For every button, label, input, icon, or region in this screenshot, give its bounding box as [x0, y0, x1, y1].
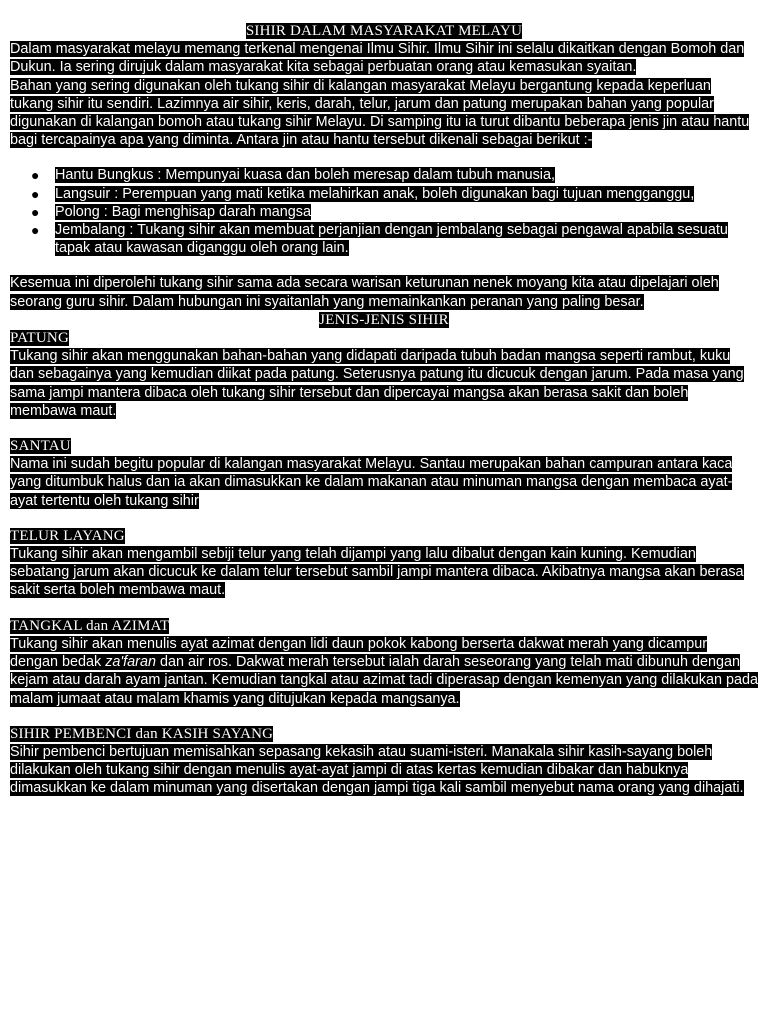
section-heading-telur-line	[10, 527, 758, 545]
section-heading-pembenci	[10, 726, 273, 742]
section-heading-pembenci-line	[10, 725, 758, 743]
intro-text-2: Bahan yang sering digunakan oleh tukang sihir di kalangan masyarakat Melayu bergantung kepada keperluan tukang sihir itu sendiri. Lazimnya air sihir, keris, darah, telur, jarum dan patung merupakan bahan yang popular digunakan di kalangan bomoh atau tukang sihir Melayu. Di samping itu ia turut dibantu beberapa jenis jin atau hantu bagi tercapainya apa yang diminta. Antara jin atau hantu tersebut dikenali sebagai berikut :-	[10, 77, 750, 149]
spirit-text: Polong : Bagi menghisap darah mangsa	[55, 203, 312, 220]
intro-paragraph-2	[10, 77, 758, 150]
text-run: Tukang sihir akan menulis ayat azimat dengan lidi daun pokok kabong berserta dakwat merah yang dicampur dengan bedak	[10, 635, 708, 671]
summary-paragraph	[10, 274, 758, 310]
section-gap	[10, 510, 758, 527]
section-text-pembenci: Sihir pembenci bertujuan memisahkan sepasang kekasih atau suami-isteri. Manakala sihir kasih-sayang boleh dilakukan oleh tukang sihir dengan menulis ayat-ayat jampi di atas kertas kemudian dibakar dan habuknya dimasukkan ke dalam minuman yang disertakan dengan jampi tiga kali sambil menyebut nama orang yang dihajati.	[10, 743, 744, 797]
document-title-line	[10, 22, 758, 40]
section-heading-patung-line	[10, 329, 758, 347]
bullet-icon: ●	[31, 167, 40, 184]
section-text-santau: Nama ini sudah begitu popular di kalangan masyarakat Melayu. Santau merupakan bahan campuran antara kaca yang ditumbuk halus dan ia akan dimasukkan ke dalam makanan atau minuman mangsa dengan membaca ayat-ayat tertentu oleh tukang sihir	[10, 456, 733, 509]
bullet-icon: ●	[31, 222, 40, 239]
section-gap	[10, 708, 758, 725]
section-body-pembenci	[10, 743, 758, 798]
section-body-telur	[10, 545, 758, 600]
list-item	[31, 221, 758, 257]
spirit-text: Jembalang : Tukang sihir akan membuat perjanjian dengan jembalang sebagai pengawal apabila sesuatu tapak atau kawasan diganggu oleh orang lain.	[55, 222, 728, 257]
list-item	[31, 203, 758, 221]
spirit-text: Langsuir : Perempuan yang mati ketika melahirkan anak, boleh digunakan bagi tujuan mengganggu,	[55, 185, 695, 202]
intro-paragraph-1	[10, 40, 758, 76]
bullet-icon: ●	[31, 185, 40, 202]
section-text-telur: Tukang sihir akan mengambil sebiji telur yang telah dijampi yang lalu dibalut dengan kain kuning. Kemudian sebatang jarum akan dicucuk ke dalam telur tersebut sambil jampi mantera dibaca. Akibatnya mangsa akan berasa sakit serta boleh membawa maut.	[10, 546, 744, 599]
section-gap	[10, 600, 758, 617]
document-title: SIHIR DALAM MASYARAKAT MELAYU	[245, 23, 523, 39]
heading-conjunction: dan	[86, 617, 109, 634]
italic-term: za'faran	[105, 654, 156, 671]
spirit-text: Hantu Bungkus : Mempunyai kuasa dan boleh meresap dalam tubuh manusia,	[55, 167, 555, 184]
list-item	[31, 185, 758, 203]
intro-text-1: Dalam masyarakat melayu memang terkenal mengenai Ilmu Sihir. Ilmu Sihir ini selalu dikaitkan dengan Bomoh dan Dukun. Ia sering dirujuk dalam masyarakat kita sebagai perbuatan orang atau kemasukan syaitan.	[10, 41, 745, 76]
document-page	[10, 22, 758, 798]
section-text-patung: Tukang sihir akan menggunakan bahan-bahan yang didapati daripada tubuh badan mangsa seperti rambut, kuku dan sebagainya yang kemudian diikat pada patung. Seterusnya patung itu dicucuk dengan jarum. Pada masa yang sama jampi mantera dibaca oleh tukang sihir tersebut dan dipercayai mangsa akan berasa sakit dan boleh membawa maut.	[10, 348, 744, 419]
summary-text: Kesemua ini diperolehi tukang sihir sama ada secara warisan keturunan nenek moyang kita atau dipelajari oleh seorang guru sihir. Dalam hubungan ini syaitanlah yang memainkankan peranan yang paling besar.	[10, 275, 719, 310]
section-heading-tangkal	[10, 618, 169, 634]
list-item	[31, 166, 758, 184]
heading-part: SIHIR PEMBENCI	[10, 725, 132, 742]
spirit-list	[10, 166, 758, 257]
heading-part: AZIMAT	[111, 617, 170, 634]
text-run: dan air ros. Dakwat merah tersebut ialah darah seseorang yang telah mati dibunuh dengan kejam atau darah ayam jantan. Kemudian tangkal atau azimat tadi diperasap dengan kemenyan yang dilakukan pada malam jumaat atau malam khamis yang ditujukan kepada mangsanya.	[10, 654, 759, 707]
section-heading-santau: SANTAU	[10, 438, 71, 455]
heading-part: TANGKAL	[10, 617, 83, 634]
heading-conjunction: dan	[135, 725, 158, 742]
types-title-line	[10, 311, 758, 329]
section-body-patung	[10, 347, 758, 420]
section-text-tangkal	[10, 636, 758, 707]
section-heading-telur: TELUR LAYANG	[10, 527, 125, 544]
section-body-tangkal	[10, 635, 758, 708]
section-heading-patung: PATUNG	[10, 330, 69, 347]
bullet-icon: ●	[31, 203, 40, 220]
section-body-santau	[10, 455, 758, 510]
heading-part: KASIH SAYANG	[161, 725, 274, 742]
section-heading-tangkal-line	[10, 617, 758, 635]
section-gap	[10, 420, 758, 437]
types-title: JENIS-JENIS SIHIR	[319, 311, 449, 328]
section-heading-santau-line	[10, 437, 758, 455]
